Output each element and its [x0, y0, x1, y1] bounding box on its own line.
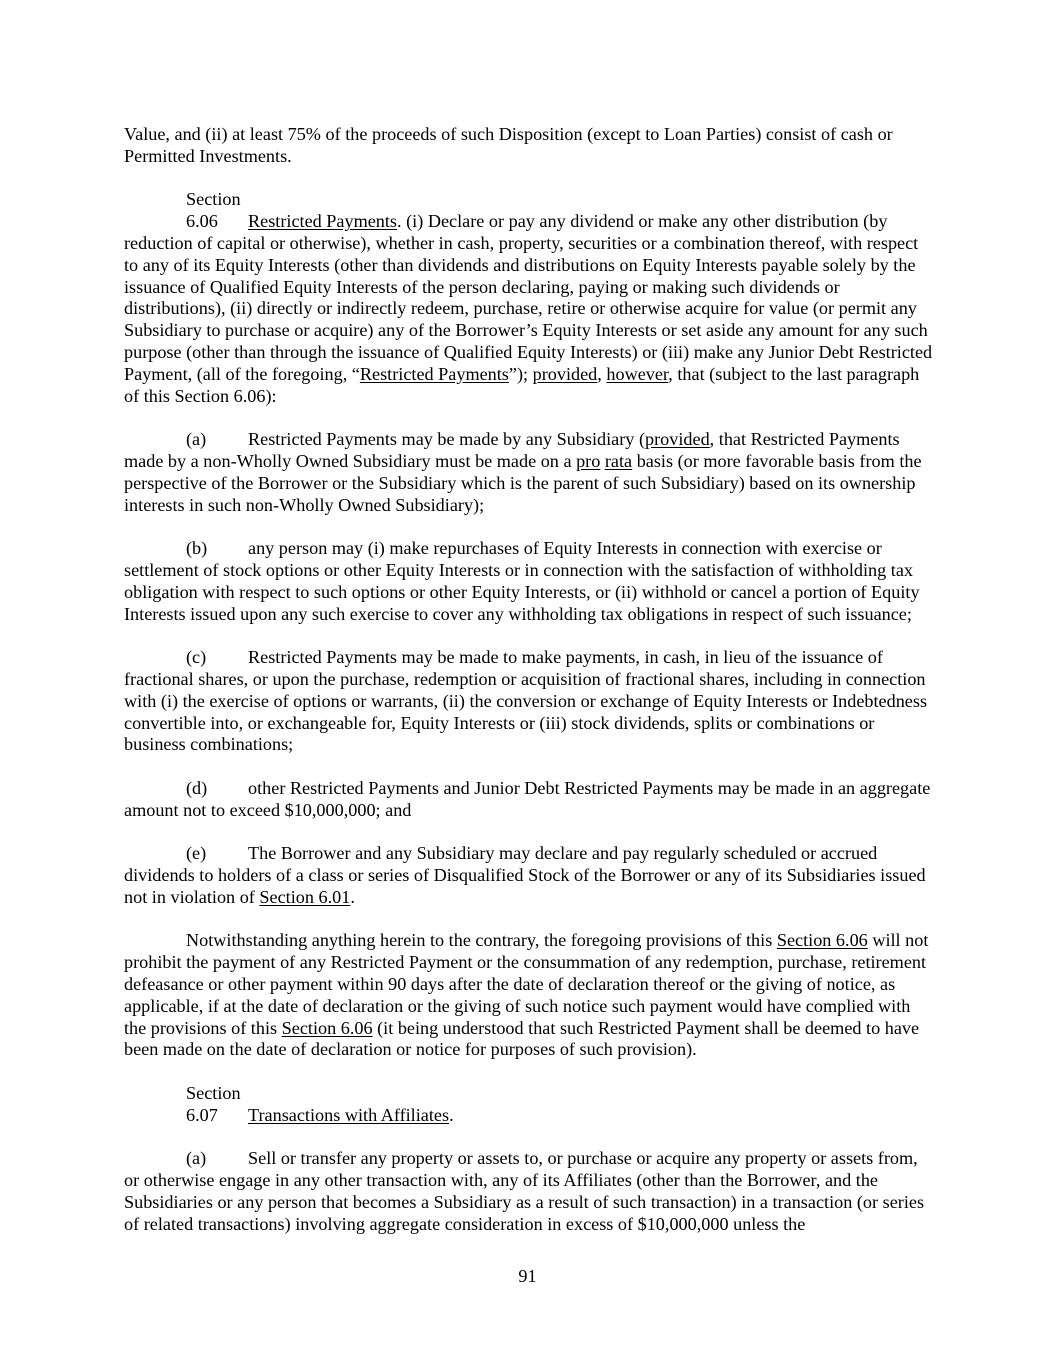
section-6-07-number: Section 6.07	[186, 1083, 241, 1125]
cross-reference-section-6-06: Section 6.06	[776, 930, 868, 951]
clause-b-label: (b)	[186, 538, 208, 559]
clause-a: (a) Restricted Payments may be made by any Subsidiary (provided, that Restricted Payments made by a non-Wholly Owned Subsidiary must be made on a pro rata basis (or more favorable basis from the perspective of the Borrower or the Subsidiary which is the parent of such Subsidiary) based on its ownership interests in such non-Wholly Owned Subsidiary);	[124, 429, 922, 515]
clause-a-label: (a)	[186, 429, 207, 450]
cross-reference-section-6-01: Section 6.01	[259, 886, 351, 907]
clause-d: (d) other Restricted Payments and Junior Debt Restricted Payments may be made in an aggregate amount not to exceed $10,000,000; and	[124, 777, 931, 820]
clause-e-label: (e)	[186, 843, 207, 864]
page-number: 91	[518, 1266, 537, 1286]
section-6-07-title: Transactions with Affiliates	[248, 1104, 450, 1125]
term-provided: provided	[532, 363, 598, 384]
paragraph-continuation: Value, and (ii) at least 75% of the proceeds of such Disposition (except to Loan Parties) consist of cash or Permitted Investments.	[124, 124, 893, 166]
section-6-06-paragraph: Section 6.06 Restricted Payments. (i) Declare or pay any dividend or make any other distribution (by reduction of capital or otherwise), whether in cash, property, securities or a combination thereof, with respect to any of its Equity Interests (other than dividends and distributions on Equity Interests payable solely by the issuance of Qualified Equity Interests of the person declaring, paying or making such dividends or distributions), (ii) directly or indirectly redeem, purchase, retire or otherwise acquire for value (or permit any Subsidiary to purchase or acquire) any of the Borrower’s Equity Interests or set aside any amount for any such purpose (other than through the issuance of Qualified Equity Interests) or (iii) make any Junior Debt Restricted Payment, (all of the foregoing, “Restricted Payments”); provided, however, that (subject to the last paragraph of this Section 6.06):	[124, 189, 933, 406]
section-6-07-clause-a-label: (a)	[186, 1148, 207, 1169]
section-6-07-clause-a: (a) Sell or transfer any property or assets to, or purchase or acquire any property or assets from, or otherwise engage in any other transaction with, any of its Affiliates (other than the Borrower, and the Subsidiaries or any person that becomes a Subsidiary as a result of such transaction) in a transaction (or series of related transactions) involving aggregate consideration in excess of $10,000,000 unless the	[124, 1148, 925, 1234]
term-however: however	[606, 363, 669, 384]
term-provided: provided	[645, 429, 710, 450]
section-6-06-title: Restricted Payments	[248, 211, 398, 232]
clause-c-label: (c)	[186, 647, 207, 668]
notwithstanding-paragraph: Notwithstanding anything herein to the contrary, the foregoing provisions of this Section 6.06 will not prohibit the payment of any Restricted Payment or the consummation of any redemption, purchase, retirement defeasance or other payment within 90 days after the date of declaration thereof or the giving of notice, as applicable, if at the date of declaration or the giving of such notice such payment would have complied with the provisions of this Section 6.06 (it being understood that such Restricted Payment shall be deemed to have been made on the date of declaration or notice for purposes of such provision).	[124, 930, 929, 1060]
clause-d-label: (d)	[186, 777, 208, 798]
clause-b: (b) any person may (i) make repurchases of Equity Interests in connection with exercise or settlement of stock options or other Equity Interests or in connection with the satisfaction of withholding tax obligation with respect to such options or other Equity Interests, or (ii) withhold or cancel a portion of Equity Interests issued upon any such exercise to cover any withholding tax obligations in respect of such issuance;	[124, 538, 920, 624]
cross-reference-section-6-06: Section 6.06	[281, 1017, 373, 1038]
term-rata: rata	[604, 450, 633, 471]
document-page	[124, 124, 934, 1257]
clause-c: (c) Restricted Payments may be made to make payments, in cash, in lieu of the issuance of fractional shares, or upon the purchase, redemption or acquisition of fractional shares, including in connection with (i) the exercise of options or warrants, (ii) the conversion or exchange of Equity Interests or Indebtedness convertible into, or exchangeable for, Equity Interests or (iii) stock dividends, splits or combinations or business combinations;	[124, 647, 928, 755]
clause-e: (e) The Borrower and any Subsidiary may declare and pay regularly scheduled or accrued dividends to holders of a class or series of Disqualified Stock of the Borrower or any of its Subsidiaries issued not in violation of Section 6.01.	[124, 843, 926, 907]
section-6-06-number: Section 6.06	[186, 189, 241, 232]
defined-term-restricted-payments: Restricted Payments	[359, 363, 509, 384]
section-6-07-heading: Section 6.07 Transactions with Affiliates.	[186, 1083, 454, 1125]
term-pro: pro	[576, 450, 601, 471]
